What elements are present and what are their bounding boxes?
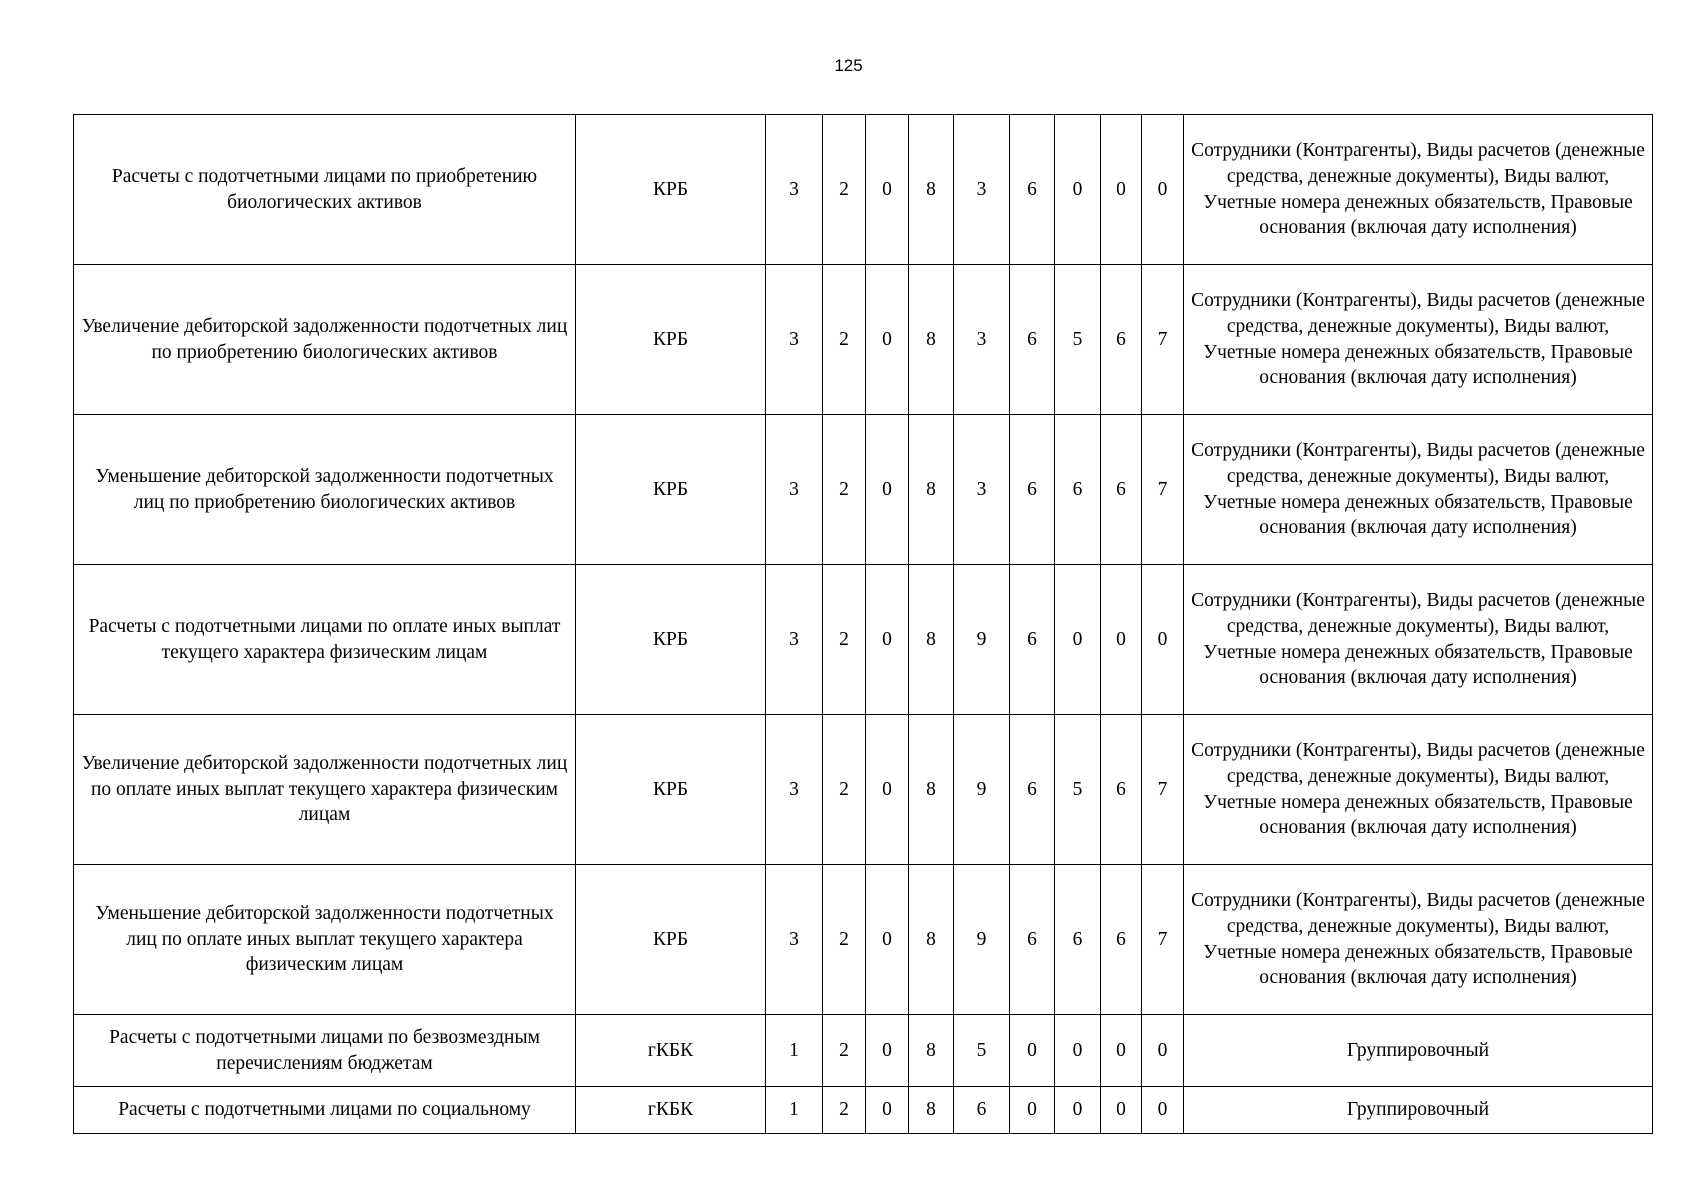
account-digit-cell: 2 xyxy=(823,1015,866,1087)
account-type-cell: гКБК xyxy=(576,1087,766,1134)
account-digit-cell: 9 xyxy=(954,715,1010,865)
account-digit-cell: 6 xyxy=(1101,415,1142,565)
account-digit-cell: 0 xyxy=(866,115,909,265)
account-digit-cell: 0 xyxy=(1101,1087,1142,1134)
account-digit-cell: 7 xyxy=(1142,715,1184,865)
account-digit-cell: 0 xyxy=(1055,1087,1101,1134)
account-digit-cell: 3 xyxy=(766,715,823,865)
account-digit-cell: 5 xyxy=(954,1015,1010,1087)
account-digit-cell: 0 xyxy=(866,715,909,865)
account-type-cell: КРБ xyxy=(576,415,766,565)
page-number: 125 xyxy=(834,56,863,75)
account-digit-cell: 9 xyxy=(954,865,1010,1015)
account-digit-cell: 0 xyxy=(1055,1015,1101,1087)
analytics-cell: Сотрудники (Контрагенты), Виды расчетов (денежные средства, денежные документы), Виды валют, Учетные номера денежных обязательств, Правовые основания (включая дату исполнения) xyxy=(1184,565,1653,715)
account-digit-cell: 0 xyxy=(1055,115,1101,265)
account-digit-cell: 0 xyxy=(866,265,909,415)
analytics-cell: Группировочный xyxy=(1184,1087,1653,1134)
account-digit-cell: 0 xyxy=(1142,1015,1184,1087)
account-digit-cell: 1 xyxy=(766,1015,823,1087)
account-digit-cell: 3 xyxy=(954,115,1010,265)
account-digit-cell: 3 xyxy=(766,565,823,715)
account-digit-cell: 0 xyxy=(1010,1015,1055,1087)
analytics-cell: Сотрудники (Контрагенты), Виды расчетов (денежные средства, денежные документы), Виды валют, Учетные номера денежных обязательств, Правовые основания (включая дату исполнения) xyxy=(1184,715,1653,865)
account-type-cell: КРБ xyxy=(576,565,766,715)
account-digit-cell: 6 xyxy=(1101,715,1142,865)
account-digit-cell: 3 xyxy=(766,865,823,1015)
account-digit-cell: 3 xyxy=(954,265,1010,415)
account-digit-cell: 5 xyxy=(1055,715,1101,865)
table-row xyxy=(74,1015,1653,1087)
analytics-cell: Сотрудники (Контрагенты), Виды расчетов (денежные средства, денежные документы), Виды валют, Учетные номера денежных обязательств, Правовые основания (включая дату исполнения) xyxy=(1184,265,1653,415)
account-digit-cell: 6 xyxy=(1010,865,1055,1015)
account-name-cell: Увеличение дебиторской задолженности подотчетных лиц по оплате иных выплат текущего характера физическим лицам xyxy=(74,715,576,865)
account-digit-cell: 0 xyxy=(1142,565,1184,715)
account-name-cell: Уменьшение дебиторской задолженности подотчетных лиц по приобретению биологических активов xyxy=(74,415,576,565)
account-digit-cell: 6 xyxy=(1010,415,1055,565)
account-digit-cell: 0 xyxy=(866,565,909,715)
analytics-cell: Сотрудники (Контрагенты), Виды расчетов (денежные средства, денежные документы), Виды валют, Учетные номера денежных обязательств, Правовые основания (включая дату исполнения) xyxy=(1184,415,1653,565)
account-digit-cell: 2 xyxy=(823,715,866,865)
account-digit-cell: 8 xyxy=(909,565,954,715)
account-name-cell: Увеличение дебиторской задолженности подотчетных лиц по приобретению биологических активов xyxy=(74,265,576,415)
account-digit-cell: 2 xyxy=(823,415,866,565)
account-digit-cell: 5 xyxy=(1055,265,1101,415)
account-digit-cell: 6 xyxy=(1010,265,1055,415)
account-digit-cell: 2 xyxy=(823,1087,866,1134)
account-digit-cell: 0 xyxy=(1101,1015,1142,1087)
account-digit-cell: 2 xyxy=(823,865,866,1015)
account-digit-cell: 3 xyxy=(766,265,823,415)
account-digit-cell: 3 xyxy=(766,115,823,265)
analytics-cell: Группировочный xyxy=(1184,1015,1653,1087)
account-digit-cell: 8 xyxy=(909,865,954,1015)
account-digit-cell: 3 xyxy=(954,415,1010,565)
account-digit-cell: 0 xyxy=(866,1015,909,1087)
account-name-cell: Расчеты с подотчетными лицами по безвозмездным перечислениям бюджетам xyxy=(74,1015,576,1087)
table-row xyxy=(74,1087,1653,1134)
table-row xyxy=(74,115,1653,265)
account-digit-cell: 0 xyxy=(1142,115,1184,265)
account-digit-cell: 1 xyxy=(766,1087,823,1134)
account-digit-cell: 0 xyxy=(866,1087,909,1134)
account-digit-cell: 0 xyxy=(1010,1087,1055,1134)
account-digit-cell: 0 xyxy=(1142,1087,1184,1134)
account-digit-cell: 6 xyxy=(1010,115,1055,265)
account-digit-cell: 0 xyxy=(1101,115,1142,265)
account-digit-cell: 2 xyxy=(823,115,866,265)
account-type-cell: КРБ xyxy=(576,715,766,865)
table-row xyxy=(74,715,1653,865)
account-name-cell: Расчеты с подотчетными лицами по оплате иных выплат текущего характера физическим лицам xyxy=(74,565,576,715)
accounts-table xyxy=(73,114,1653,1134)
account-digit-cell: 9 xyxy=(954,565,1010,715)
account-digit-cell: 6 xyxy=(1101,265,1142,415)
account-digit-cell: 0 xyxy=(866,415,909,565)
account-type-cell: гКБК xyxy=(576,1015,766,1087)
account-digit-cell: 3 xyxy=(766,415,823,565)
account-digit-cell: 7 xyxy=(1142,265,1184,415)
account-type-cell: КРБ xyxy=(576,865,766,1015)
account-digit-cell: 8 xyxy=(909,265,954,415)
account-digit-cell: 6 xyxy=(1055,415,1101,565)
account-digit-cell: 6 xyxy=(954,1087,1010,1134)
account-digit-cell: 6 xyxy=(1010,715,1055,865)
account-name-cell: Уменьшение дебиторской задолженности подотчетных лиц по оплате иных выплат текущего характера физическим лицам xyxy=(74,865,576,1015)
table-row xyxy=(74,565,1653,715)
account-digit-cell: 0 xyxy=(866,865,909,1015)
account-name-cell: Расчеты с подотчетными лицами по приобретению биологических активов xyxy=(74,115,576,265)
account-digit-cell: 8 xyxy=(909,715,954,865)
account-name-cell: Расчеты с подотчетными лицами по социальному xyxy=(74,1087,576,1134)
analytics-cell: Сотрудники (Контрагенты), Виды расчетов (денежные средства, денежные документы), Виды валют, Учетные номера денежных обязательств, Правовые основания (включая дату исполнения) xyxy=(1184,115,1653,265)
account-digit-cell: 0 xyxy=(1055,565,1101,715)
table-row xyxy=(74,265,1653,415)
account-digit-cell: 8 xyxy=(909,115,954,265)
account-type-cell: КРБ xyxy=(576,115,766,265)
analytics-cell: Сотрудники (Контрагенты), Виды расчетов (денежные средства, денежные документы), Виды валют, Учетные номера денежных обязательств, Правовые основания (включая дату исполнения) xyxy=(1184,865,1653,1015)
account-digit-cell: 6 xyxy=(1010,565,1055,715)
account-digit-cell: 6 xyxy=(1055,865,1101,1015)
account-digit-cell: 7 xyxy=(1142,865,1184,1015)
account-digit-cell: 8 xyxy=(909,1087,954,1134)
account-digit-cell: 6 xyxy=(1101,865,1142,1015)
table-row xyxy=(74,865,1653,1015)
account-digit-cell: 0 xyxy=(1101,565,1142,715)
account-digit-cell: 2 xyxy=(823,565,866,715)
account-type-cell: КРБ xyxy=(576,265,766,415)
table-row xyxy=(74,415,1653,565)
account-digit-cell: 7 xyxy=(1142,415,1184,565)
account-digit-cell: 2 xyxy=(823,265,866,415)
account-digit-cell: 8 xyxy=(909,1015,954,1087)
account-digit-cell: 8 xyxy=(909,415,954,565)
